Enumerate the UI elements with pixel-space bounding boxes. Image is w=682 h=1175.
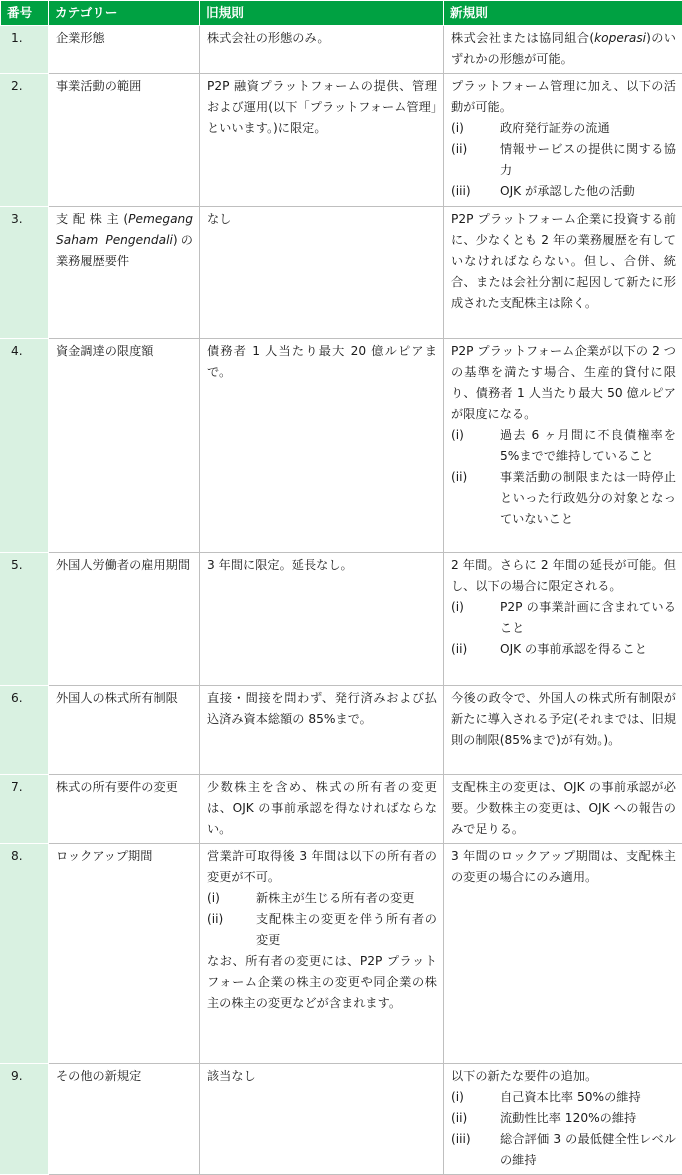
list-item [207,888,437,909]
item-marker: (iii) [451,181,500,202]
header-new-rule: 新規則 [444,1,682,26]
new-rule-cell [444,73,682,206]
table-row [1,774,682,843]
category-cell [49,206,200,338]
new-rule-cell [444,1063,682,1174]
category-cell: 外国人労働者の雇用期間 [49,552,200,685]
item-text: 流動性比率 120%の維持 [500,1108,676,1129]
list-item [451,1108,676,1129]
category-cell: 外国人の株式所有制限 [49,685,200,774]
category-cell: 事業活動の範囲 [49,73,200,206]
old-rule-cell: 株式会社の形態のみ。 [200,26,444,74]
item-text: 事業活動の制限または一時停止といった行政処分の対象となっていないこと [500,467,676,530]
old-rule-cell: なし [200,206,444,338]
new-rule-text: )のいずれかの形態が可能。 [451,31,676,66]
item-text: 自己資本比率 50%の維持 [500,1087,676,1108]
new-rule-cell: 支配株主の変更は、OJK の事前承認が必要。少数株主の変更は、OJK への報告のみで足りる。 [444,774,682,843]
item-marker: (i) [451,597,500,639]
new-rule-intro: プラットフォーム管理に加え、以下の活動が可能。 [451,76,676,118]
table-row [1,73,682,206]
header-no: 番号 [1,1,49,26]
table-row [1,1063,682,1174]
new-rule-cell [444,338,682,552]
item-text: OJK が承認した他の活動 [500,181,676,202]
old-rule-note: なお、所有者の変更には、P2P プラットフォーム企業の株主の変更や同企業の株主の株主の変更などが含まれます。 [207,951,437,1014]
category-cell: 株式の所有要件の変更 [49,774,200,843]
old-rule-cell: 直接・間接を問わず、発行済みおよび払込済み資本総額の 85%まで。 [200,685,444,774]
row-number: 5. [1,552,49,685]
item-marker: (i) [207,888,256,909]
category-cell: その他の新規定 [49,1063,200,1174]
category-cell: ロックアップ期間 [49,843,200,1063]
row-number: 6. [1,685,49,774]
category-cell: 企業形態 [49,26,200,74]
list-item [451,597,676,639]
item-text: 過去 6 ヶ月間に不良債権率を 5%までで維持していること [500,425,676,467]
old-rule-cell [200,843,444,1063]
item-marker: (ii) [451,639,500,660]
list-item [451,1087,676,1108]
item-marker: (ii) [207,909,256,951]
old-rule-intro: 営業許可取得後 3 年間は以下の所有者の変更が不可。 [207,846,437,888]
row-number: 9. [1,1063,49,1174]
item-marker: (i) [451,1087,500,1108]
item-text: 総合評価 3 の最低健全性レベルの維持 [500,1129,676,1171]
list-item [451,425,676,467]
new-rule-cell [444,552,682,685]
new-rule-italic-term: koperasi [594,31,646,45]
category-text: )の業務履歴要件 [56,233,193,268]
list-item [451,467,676,530]
item-text: 支配株主の変更を伴う所有者の変更 [256,909,437,951]
item-marker: (i) [451,425,500,467]
list-item [207,909,437,951]
item-text: 政府発行証券の流通 [500,118,676,139]
new-rule-intro: P2P プラットフォーム企業が以下の 2 つの基準を満たす場合、生産的貸付に限り、債務者 1 人当たり最大 50 億ルピアが限度になる。 [451,341,676,425]
old-rule-cell: P2P 融資プラットフォームの提供、管理および運用(以下「プラットフォーム管理」といいます。)に限定。 [200,73,444,206]
new-rule-text: 株式会社または協同組合( [451,31,594,45]
old-rule-cell: 債務者 1 人当たり最大 20 億ルピアまで。 [200,338,444,552]
header-old-rule: 旧規則 [200,1,444,26]
category-cell: 資金調達の限度額 [49,338,200,552]
row-number: 4. [1,338,49,552]
new-rule-cell: 今後の政令で、外国人の株式所有制限が新たに導入される予定(それまでは、旧規則の制限(85%まで)が有効。)。 [444,685,682,774]
category-italic-term: Pemegang Saham Pengendali [56,212,193,247]
header-category: カテゴリー [49,1,200,26]
category-text: 支配株主( [56,212,128,226]
row-number: 7. [1,774,49,843]
row-number: 3. [1,206,49,338]
new-rule-cell: P2P プラットフォーム企業に投資する前に、少なくとも 2 年の業務履歴を有していなければならない。但し、合併、統合、または会社分割に起因して新たに形成された支配株主は除く。 [444,206,682,338]
table-row [1,843,682,1063]
row-number: 8. [1,843,49,1063]
list-item [451,1129,676,1171]
item-text: OJK の事前承認を得ること [500,639,676,660]
old-rule-cell: 3 年間に限定。延長なし。 [200,552,444,685]
row-number: 1. [1,26,49,74]
table-row [1,552,682,685]
list-item [451,118,676,139]
row-number: 2. [1,73,49,206]
list-item [451,639,676,660]
item-text: 新株主が生じる所有者の変更 [256,888,437,909]
new-rule-intro: 以下の新たな要件の追加。 [451,1066,676,1087]
item-marker: (iii) [451,1129,500,1171]
list-item [451,181,676,202]
table-row [1,338,682,552]
new-rule-intro: 2 年間。さらに 2 年間の延長が可能。但し、以下の場合に限定される。 [451,555,676,597]
new-rule-cell [444,26,682,74]
table-row [1,206,682,338]
old-rule-cell: 該当なし [200,1063,444,1174]
item-marker: (i) [451,118,500,139]
item-text: 情報サービスの提供に関する協力 [500,139,676,181]
item-marker: (ii) [451,139,500,181]
item-text: P2P の事業計画に含まれていること [500,597,676,639]
item-marker: (ii) [451,1108,500,1129]
new-rule-cell: 3 年間のロックアップ期間は、支配株主の変更の場合にのみ適用。 [444,843,682,1063]
list-item [451,139,676,181]
table-row [1,26,682,74]
header-row [1,1,682,26]
old-rule-cell: 少数株主を含め、株式の所有者の変更は、OJK の事前承認を得なければならない。 [200,774,444,843]
item-marker: (ii) [451,467,500,530]
table-row [1,685,682,774]
